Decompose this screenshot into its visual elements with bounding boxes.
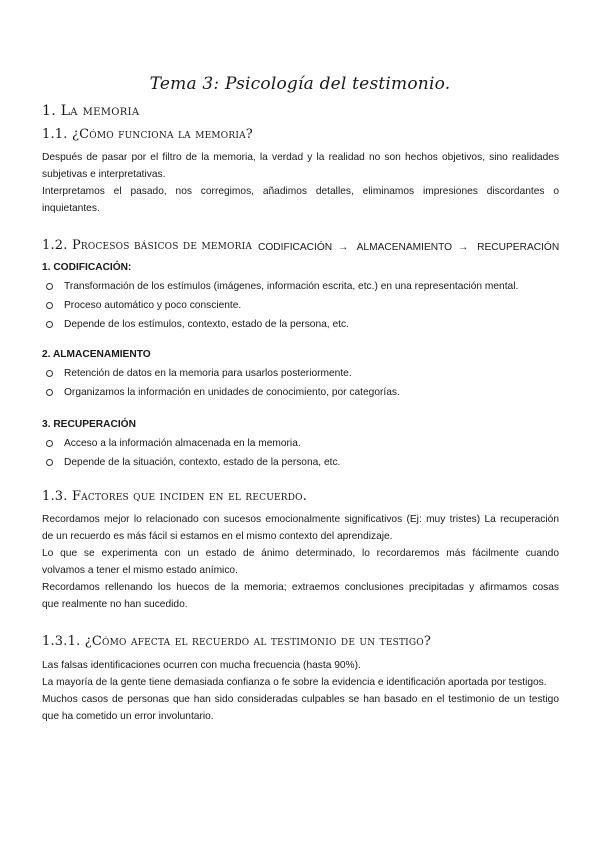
list-item-text: Retención de datos en la memoria para usarlos posteriormente. — [64, 368, 352, 379]
codificacion-list — [46, 277, 566, 334]
list-item-text: Proceso automático y poco consciente. — [64, 300, 242, 311]
paragraph-testimonio — [42, 657, 559, 725]
codificacion-heading: 1. CODIFICACIÓN: — [42, 262, 132, 273]
list-item-text: Organizamos la información en unidades de conocimiento, por categorías. — [64, 387, 400, 398]
list-item — [46, 315, 566, 334]
bullet-icon — [46, 321, 53, 328]
process-flow — [258, 242, 565, 253]
text-line: volvamos a tener el mismo estado anímico. — [42, 565, 238, 576]
text-line: que ha cometido un error involuntario. — [42, 711, 214, 722]
text-line: Las falsas identificaciones ocurren con mucha frecuencia (hasta 90%). — [42, 660, 361, 671]
paragraph-como-funciona — [42, 149, 559, 217]
bullet-icon — [46, 302, 53, 309]
paragraph-factores — [42, 511, 559, 613]
flow-almacenamiento: ALMACENAMIENTO — [356, 242, 453, 253]
list-item — [46, 453, 566, 472]
bullet-icon — [46, 370, 53, 377]
text-line: Recordamos mejor lo relacionado con sucesos emocionalmente significativos (Ej: muy tristes) La recuperación — [42, 514, 559, 525]
text-line: que realmente no han sucedido. — [42, 599, 188, 610]
bullet-icon — [46, 283, 53, 290]
almacenamiento-heading: 2. ALMACENAMIENTO — [42, 349, 151, 360]
bullet-icon — [46, 440, 53, 447]
text-line: Recordamos rellenando los huecos de la memoria; extraemos conclusiones precipitadas y afirmamos cosas — [42, 582, 559, 593]
subsection-heading-testimonio: 1.3.1. ¿Cómo afecta el recuerdo al testimonio de un testigo? — [42, 634, 432, 649]
list-item — [46, 277, 566, 296]
recuperacion-list — [46, 434, 566, 472]
list-item-text: Acceso a la información almacenada en la memoria. — [64, 438, 301, 449]
flow-recuperacion: RECUPERACIÓN — [477, 242, 560, 253]
list-item-text: Depende de la situación, contexto, estado de la persona, etc. — [64, 457, 341, 468]
text-line: de un recuerdo es más fácil si estamos en el mismo contexto del aprendizaje. — [42, 531, 393, 542]
text-line: La mayoría de la gente tiene demasiada confianza o fe sobre la evidencia e identificación aportada por testigos. — [42, 677, 547, 688]
recuperacion-heading: 3. RECUPERACIÓN — [42, 419, 136, 430]
document-title: Tema 3: Psicología del testimonio. — [149, 74, 451, 94]
subsection-heading-procesos: 1.2. Procesos básicos de memoria — [42, 238, 253, 253]
list-item — [46, 383, 566, 402]
text-line: Lo que se experimenta con un estado de ánimo determinado, lo recordaremos más fácilmente cuando — [42, 548, 559, 559]
subsection-heading-factores: 1.3. Factores que inciden en el recuerdo. — [42, 489, 308, 504]
arrow-icon: → — [458, 242, 469, 253]
arrow-icon: → — [338, 242, 349, 253]
list-item-text: Transformación de los estímulos (imágenes, información escrita, etc.) en una representación mental. — [64, 281, 519, 292]
text-line: Después de pasar por el filtro de la memoria, la verdad y la realidad no son hechos objetivos, sino realidades — [42, 152, 559, 163]
list-item — [46, 364, 566, 383]
list-item — [46, 434, 566, 453]
text-line: Interpretamos el pasado, nos corregimos, añadimos detalles, eliminamos impresiones discordantes o — [42, 186, 559, 197]
flow-codificacion: CODIFICACIÓN — [258, 242, 333, 253]
text-line: inquietantes. — [42, 203, 100, 214]
list-item-text: Depende de los estímulos, contexto, estado de la persona, etc. — [64, 319, 349, 330]
bullet-icon — [46, 459, 53, 466]
text-line: subjetivas e interpretativas. — [42, 169, 166, 180]
list-item — [46, 296, 566, 315]
subsection-heading-como-funciona: 1.1. ¿Cómo funciona la memoria? — [42, 127, 253, 142]
almacenamiento-list — [46, 364, 566, 402]
text-line: Muchos casos de personas que han sido consideradas culpables se han basado en el testimonio de un testigo — [42, 694, 559, 705]
section-heading-memoria: 1. La memoria — [42, 103, 140, 119]
bullet-icon — [46, 389, 53, 396]
